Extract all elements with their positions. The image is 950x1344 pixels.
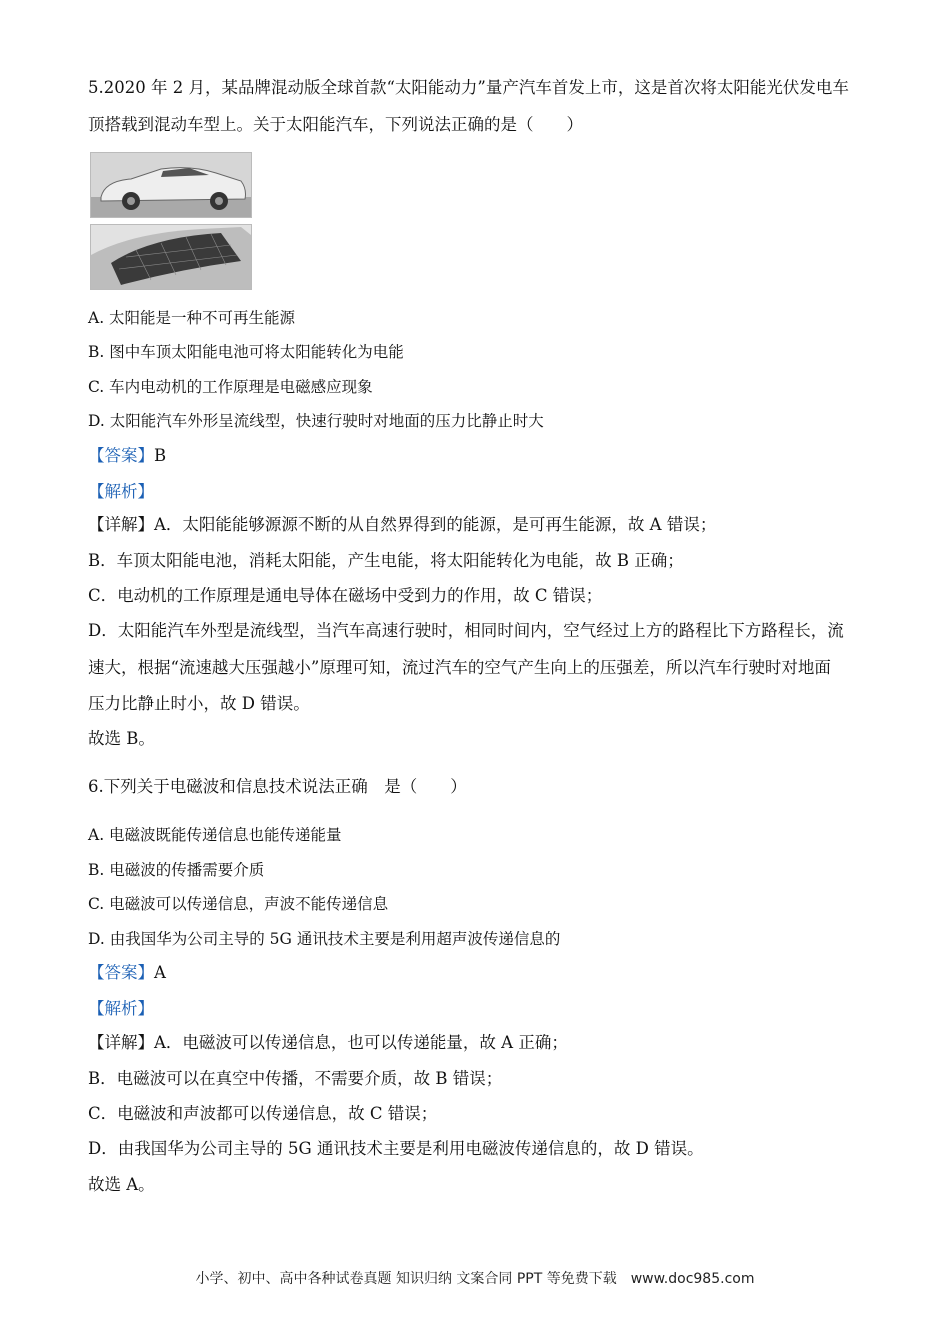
- car-side-image: [91, 153, 251, 217]
- q5-detail-line-6: 压力比静止时小，故 D 错误。: [88, 694, 310, 713]
- page-footer[interactable]: 小学、初中、高中各种试卷真题 知识归纳 文案合同 PPT 等免费下载 www.doc985.com: [195, 1271, 755, 1287]
- q6-answer-value: A: [154, 963, 166, 982]
- q5-answer-value: B: [154, 446, 167, 465]
- q5-option-d: D. 太阳能汽车外形呈流线型，快速行驶时对地面的压力比静止时大: [88, 412, 544, 430]
- q6-conclusion: 故选 A。: [88, 1175, 155, 1194]
- q6-answer: [88, 962, 166, 984]
- q6-option-c: C. 电磁波可以传递信息，声波不能传递信息: [88, 895, 389, 913]
- q6-option-a: A. 电磁波既能传递信息也能传递能量: [88, 826, 342, 844]
- solar-roof-photo: [90, 224, 252, 290]
- q6-detail-line-3: C．电磁波和声波都可以传递信息，故 C 错误；: [88, 1104, 438, 1123]
- q5-answer: [88, 445, 166, 467]
- q5-detail-line-1: [88, 514, 716, 536]
- q6-detail-line-4: D．由我国华为公司主导的 5G 通讯技术主要是利用电磁波传递信息的，故 D 错误。: [88, 1139, 704, 1158]
- car-side-photo: [90, 152, 252, 218]
- q5-option-a: A. 太阳能是一种不可再生能源: [88, 309, 296, 327]
- q6-stem: 6.下列关于电磁波和信息技术说法正确 是（ ）: [88, 777, 467, 796]
- q5-detail-text-a: A．太阳能能够源源不断的从自然界得到的能源，是可再生能源，故 A 错误；: [154, 515, 717, 534]
- q5-detail-line-5: 速大，根据“流速越大压强越小”原理可知，流过汽车的空气产生向上的压强差，所以汽车行驶时对地面: [88, 658, 831, 677]
- q6-option-b: B. 电磁波的传播需要介质: [88, 861, 265, 879]
- q5-option-c: C. 车内电动机的工作原理是电磁感应现象: [88, 378, 373, 396]
- q5-detail-line-2: B．车顶太阳能电池，消耗太阳能，产生电能，将太阳能转化为电能，故 B 正确；: [88, 551, 684, 570]
- q5-detail-tag: 【详解】: [88, 515, 154, 534]
- q5-analysis-tag: 【解析】: [88, 482, 154, 501]
- solar-roof-image: [91, 225, 251, 289]
- q5-stem-line-1: 5.2020 年 2 月，某品牌混动版全球首款“太阳能动力”量产汽车首发上市，这是首次将太阳能光伏发电车: [88, 78, 849, 97]
- q6-answer-tag: 【答案】: [88, 963, 154, 982]
- q5-detail-line-4: D．太阳能汽车外型是流线型，当汽车高速行驶时，相同时间内，空气经过上方的路程比下方路程长，流: [88, 621, 844, 640]
- q6-detail-line-1: [88, 1032, 568, 1054]
- q5-stem-line-2: 顶搭载到混动车型上。关于太阳能汽车，下列说法正确的是（ ）: [88, 115, 583, 134]
- q5-detail-line-3: C．电动机的工作原理是通电导体在磁场中受到力的作用，故 C 错误；: [88, 586, 603, 605]
- q6-detail-tag: 【详解】: [88, 1033, 154, 1052]
- q6-detail-line-2: B．电磁波可以在真空中传播，不需要介质，故 B 错误；: [88, 1069, 503, 1088]
- q5-option-b: B. 图中车顶太阳能电池可将太阳能转化为电能: [88, 343, 404, 361]
- q5-answer-tag: 【答案】: [88, 446, 154, 465]
- q6-option-d: D. 由我国华为公司主导的 5G 通讯技术主要是利用超声波传递信息的: [88, 930, 561, 948]
- q6-analysis-tag: 【解析】: [88, 999, 154, 1018]
- q5-conclusion: 故选 B。: [88, 729, 155, 748]
- q6-detail-text-a: A．电磁波可以传递信息，也可以传递能量，故 A 正确；: [154, 1033, 568, 1052]
